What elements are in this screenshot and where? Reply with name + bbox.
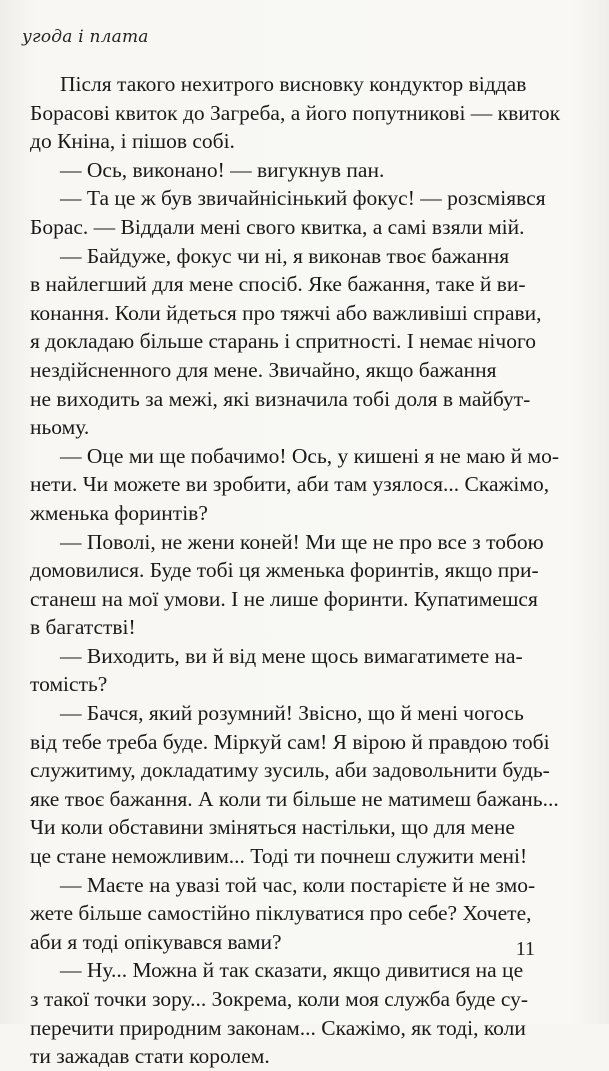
text-line: в багатстві! [30, 615, 136, 640]
text-line: — Бачся, який розумний! Звісно, що й мені чогось [60, 701, 524, 726]
text-line: — Та це ж був звичайнісінький фокус! — розсміявся [60, 186, 546, 211]
running-head: угода і плата [22, 27, 149, 47]
text-line: від тебе треба буде. Міркуй сам! Я вірою й правдою тобі [30, 729, 550, 754]
text-line: станеш на мої умови. І не лише форинти. Купатимешся [30, 586, 538, 611]
text-line: жменька форинтів? [30, 500, 208, 525]
text-line: — Ну... Можна й так сказати, якщо дивитися на це [60, 958, 524, 983]
text-line: Борасові квиток до Загреба, а його попутникові — квиток [30, 100, 561, 125]
text-line: — Поволі, не жени коней! Ми ще не про все з тобою [60, 529, 544, 554]
text-line: конання. Коли йдеться про тяжчі або важливіші справи, [30, 300, 542, 325]
text-line: з такої точки зору... Зокрема, коли моя служба буде су- [30, 987, 529, 1011]
text-line: Борас. — Віддали мені свого квитка, а самі взяли мій. [30, 214, 525, 239]
body-text [30, 70, 561, 1071]
page-number: 11 [515, 938, 535, 960]
text-line: — Маєте на увазі той час, коли постарієте й не змо- [60, 872, 536, 897]
text-line: ти зажадав стати королем. [30, 1044, 270, 1069]
text-line: нездійсненного для мене. Звичайно, якщо бажання [30, 357, 497, 382]
text-line: аби я тоді опікувався вами? [30, 929, 282, 954]
text-line: це стане неможливим... Тоді ти почнеш служити мені! [30, 844, 528, 869]
text-line: ньому. [30, 415, 90, 440]
text-line: томість? [30, 672, 108, 697]
text-line: домовилися. Буде тобі ця жменька форинтів, якщо при- [30, 558, 539, 583]
text-line: — Виходить, ви й від мене щось вимагатимете на- [60, 643, 523, 668]
text-line: Чи коли обставини зміняться настільки, що для мене [30, 815, 515, 840]
text-line: перечити природним законам... Скажімо, як тоді, коли [30, 1015, 526, 1040]
text-line: Після такого нехитрого висновку кондуктор віддав [60, 72, 527, 96]
text-line: нети. Чи можете ви зробити, аби там узялося... Скажімо, [30, 472, 550, 497]
text-line: — Оце ми ще побачимо! Ось, у кишені я не маю й мо- [60, 443, 560, 468]
text-line: — Байдуже, фокус чи ні, я виконав твоє бажання [60, 243, 510, 268]
text-line: жете більше самостійно піклуватися про себе? Хочете, [30, 901, 532, 926]
text-line: в найлегший для мене спосіб. Яке бажання, таке й ви- [30, 272, 526, 297]
text-line: — Ось, виконано! — вигукнув пан. [60, 157, 385, 182]
text-line: до Кніна, і пішов собі. [30, 129, 235, 154]
text-line: яке твоє бажання. А коли ти більше не матимеш бажань... [30, 786, 559, 811]
text-line: служитиму, докладатиму зусиль, аби задовольнити будь- [30, 758, 550, 783]
text-line: я докладаю більше старань і спритності. І немає нічого [30, 329, 536, 354]
text-line: не виходить за межі, які визначила тобі доля в майбут- [30, 386, 531, 411]
